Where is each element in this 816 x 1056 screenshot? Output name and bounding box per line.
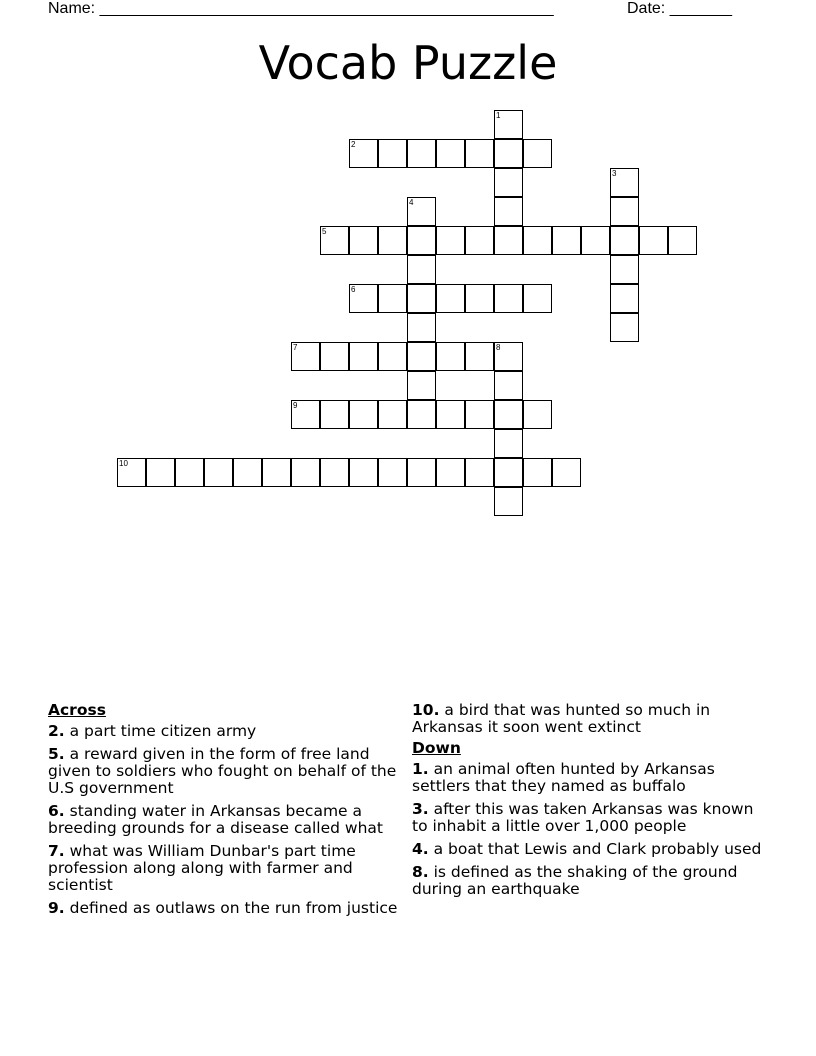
clue-number: 6 (351, 285, 356, 294)
grid-cell[interactable] (407, 197, 436, 226)
grid-cell[interactable] (407, 284, 436, 313)
grid-cell[interactable] (494, 400, 523, 429)
across-clue (412, 702, 772, 736)
grid-cell[interactable] (378, 400, 407, 429)
down-clue (412, 761, 772, 795)
grid-cell[interactable] (610, 197, 639, 226)
clue-num: 3. (412, 800, 429, 818)
across-clue (48, 723, 403, 740)
grid-cell[interactable] (378, 226, 407, 255)
clue-num: 6. (48, 802, 65, 820)
grid-cell[interactable] (610, 284, 639, 313)
grid-cell[interactable] (349, 400, 378, 429)
grid-cell[interactable] (436, 400, 465, 429)
clue-num: 9. (48, 899, 65, 917)
clue-text: after this was taken Arkansas was known to inhabit a little over 1,000 people (412, 800, 754, 835)
clue-text: an animal often hunted by Arkansas settlers that they named as buffalo (412, 760, 715, 795)
grid-cell[interactable] (610, 226, 639, 255)
grid-cell[interactable] (436, 458, 465, 487)
date-label-text: Date: (627, 0, 666, 17)
grid-cell[interactable] (407, 458, 436, 487)
grid-cell[interactable] (465, 284, 494, 313)
grid-cell[interactable] (552, 226, 581, 255)
clue-num: 7. (48, 842, 65, 860)
grid-cell[interactable] (378, 458, 407, 487)
grid-cell[interactable] (436, 342, 465, 371)
grid-cell[interactable] (204, 458, 233, 487)
grid-cell[interactable] (465, 458, 494, 487)
grid-cell[interactable] (407, 371, 436, 400)
grid-cell[interactable] (465, 400, 494, 429)
clue-number: 8 (496, 343, 501, 352)
grid-cell[interactable] (581, 226, 610, 255)
grid-cell[interactable] (494, 139, 523, 168)
clue-text: standing water in Arkansas became a breeding grounds for a disease called what (48, 802, 383, 837)
grid-cell[interactable] (233, 458, 262, 487)
grid-cell[interactable] (494, 371, 523, 400)
grid-cell[interactable] (320, 226, 349, 255)
grid-cell[interactable] (407, 139, 436, 168)
down-clue (412, 864, 772, 898)
grid-cell[interactable] (117, 458, 146, 487)
grid-cell[interactable] (610, 255, 639, 284)
clue-number: 2 (351, 140, 356, 149)
grid-cell[interactable] (523, 400, 552, 429)
grid-cell[interactable] (407, 313, 436, 342)
grid-cell[interactable] (349, 458, 378, 487)
grid-cell[interactable] (291, 342, 320, 371)
grid-cell[interactable] (291, 458, 320, 487)
across-clue (48, 803, 403, 837)
down-clue (412, 841, 772, 858)
grid-cell[interactable] (639, 226, 668, 255)
across-clue (48, 843, 403, 894)
grid-cell[interactable] (494, 110, 523, 139)
grid-cell[interactable] (436, 284, 465, 313)
clue-number: 5 (322, 227, 327, 236)
grid-cell[interactable] (349, 284, 378, 313)
grid-cell[interactable] (465, 226, 494, 255)
clues-column-left (48, 702, 403, 923)
clue-number: 7 (293, 343, 298, 352)
down-clue (412, 801, 772, 835)
clue-text: a bird that was hunted so much in Arkansas it soon went extinct (412, 701, 711, 736)
grid-cell[interactable] (523, 226, 552, 255)
clue-number: 1 (496, 111, 501, 120)
grid-cell[interactable] (494, 284, 523, 313)
clue-text: what was William Dunbar's part time profession along along with farmer and scientist (48, 842, 356, 894)
clue-num: 1. (412, 760, 429, 778)
name-label (48, 0, 553, 18)
grid-cell[interactable] (436, 139, 465, 168)
grid-cell[interactable] (378, 284, 407, 313)
clue-num: 2. (48, 722, 65, 740)
grid-cell[interactable] (349, 342, 378, 371)
grid-cell[interactable] (378, 139, 407, 168)
grid-cell[interactable] (407, 226, 436, 255)
date-field[interactable]: _______ (669, 0, 732, 17)
grid-cell[interactable] (349, 139, 378, 168)
clues-column-right (412, 702, 772, 904)
clue-number: 10 (119, 459, 128, 468)
clue-text: is defined as the shaking of the ground during an earthquake (412, 863, 738, 898)
clue-text: a boat that Lewis and Clark probably used (433, 840, 762, 858)
clue-num: 8. (412, 863, 429, 881)
grid-cell[interactable] (610, 168, 639, 197)
down-heading: Down (412, 739, 461, 757)
across-heading: Across (48, 701, 106, 719)
date-label (627, 0, 732, 18)
grid-cell[interactable] (494, 458, 523, 487)
across-clue (48, 746, 403, 797)
grid-cell[interactable] (494, 487, 523, 516)
grid-cell[interactable] (610, 313, 639, 342)
grid-cell[interactable] (349, 226, 378, 255)
clue-text: defined as outlaws on the run from justice (69, 899, 398, 917)
grid-cell[interactable] (146, 458, 175, 487)
grid-cell[interactable] (523, 458, 552, 487)
grid-cell[interactable] (407, 400, 436, 429)
grid-cell[interactable] (494, 197, 523, 226)
page-title: Vocab Puzzle (258, 36, 558, 90)
grid-cell[interactable] (175, 458, 204, 487)
grid-cell[interactable] (523, 284, 552, 313)
grid-cell[interactable] (523, 139, 552, 168)
name-field[interactable]: ______________________________________________________ (99, 0, 554, 17)
grid-cell[interactable] (465, 139, 494, 168)
grid-cell[interactable] (552, 458, 581, 487)
clue-text: a reward given in the form of free land given to soldiers who fought on behalf of the U.S government (48, 745, 397, 797)
grid-cell[interactable] (320, 458, 349, 487)
grid-cell[interactable] (465, 342, 494, 371)
clue-number: 3 (612, 169, 617, 178)
grid-cell[interactable] (494, 342, 523, 371)
grid-cell[interactable] (291, 400, 320, 429)
across-clue (48, 900, 403, 917)
grid-cell[interactable] (494, 226, 523, 255)
clue-number: 9 (293, 401, 298, 410)
grid-cell[interactable] (494, 429, 523, 458)
grid-cell[interactable] (407, 342, 436, 371)
grid-cell[interactable] (494, 168, 523, 197)
name-label-text: Name: (48, 0, 96, 17)
grid-cell[interactable] (407, 255, 436, 284)
grid-cell[interactable] (262, 458, 291, 487)
grid-cell[interactable] (378, 342, 407, 371)
clue-text: a part time citizen army (69, 722, 257, 740)
clue-num: 5. (48, 745, 65, 763)
grid-cell[interactable] (436, 226, 465, 255)
clue-num: 10. (412, 701, 440, 719)
grid-cell[interactable] (320, 400, 349, 429)
grid-cell[interactable] (320, 342, 349, 371)
clue-num: 4. (412, 840, 429, 858)
clue-number: 4 (409, 198, 414, 207)
grid-cell[interactable] (668, 226, 697, 255)
